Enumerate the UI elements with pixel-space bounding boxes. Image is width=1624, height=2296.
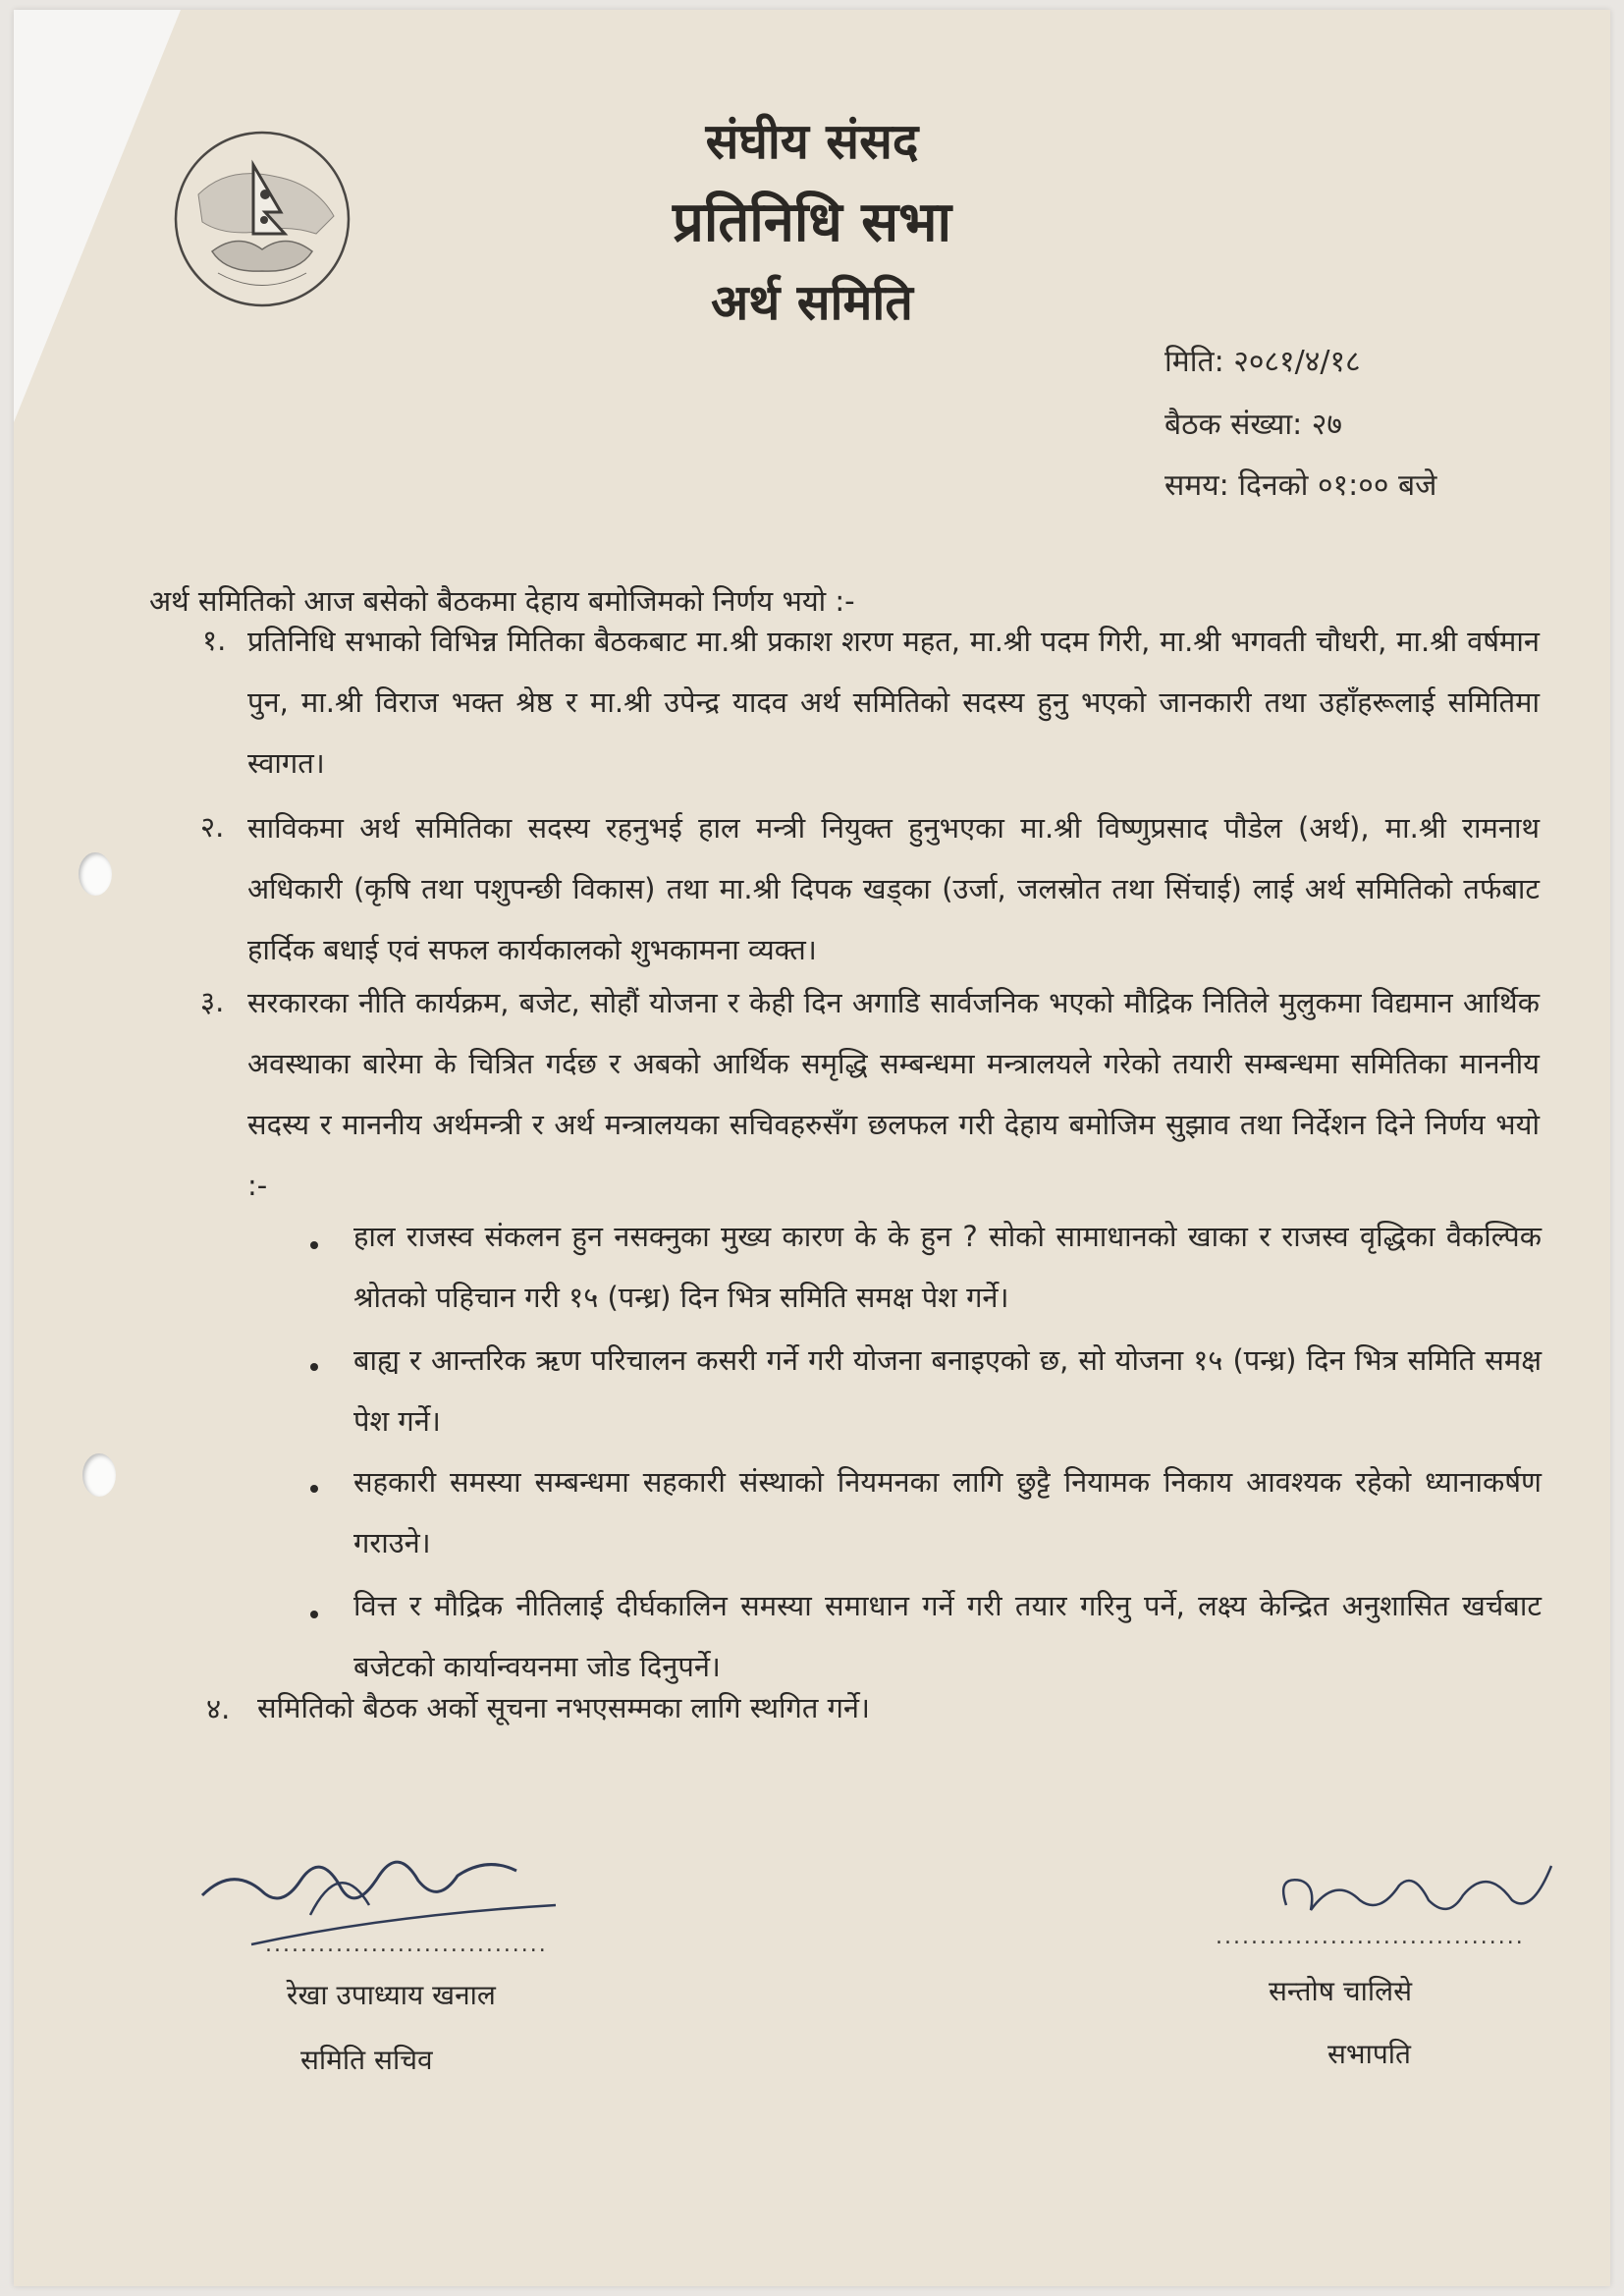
decision-number: ४. xyxy=(206,1692,231,1725)
signature-line: ................................ xyxy=(265,1933,548,1957)
directive-bullet: हाल राजस्व संकलन हुन नसक्नुका मुख्य कारण के के हुन ? सोको सामाधानको खाका र राजस्व वृद्धिका वैकल्पिक श्रोतको पहिचान गरी १५ (पन्ध्र) दिन भित्र समिति समक्ष पेश गर्ने। xyxy=(353,1220,1542,1314)
secretary-title: समिति सचिव xyxy=(300,2044,433,2076)
chairperson-title: सभापति xyxy=(1327,2038,1411,2070)
punch-hole xyxy=(82,1453,116,1497)
bullet-dot xyxy=(310,1485,318,1493)
meeting-number: बैठक संख्या: २७ xyxy=(1164,408,1342,442)
meeting-date: मिति: २०८१/४/१८ xyxy=(1164,345,1361,379)
decision-item: सरकारका नीति कार्यक्रम, बजेट, सोहौं योजना र केही दिन अगाडि सार्वजनिक भएको मौद्रिक नितिले मुलुकमा विद्यमान आर्थिक अवस्थाका बारेमा के चित्रित गर्दछ र अबको आर्थिक समृद्धि सम्बन्धमा मन्त्रालयले गरेको तयारी सम्बन्धमा समितिका माननीय सदस्य र माननीय अर्थमन्त्री र अर्थ मन्त्रालयका सचिवहरुसँग छलफल गरी देहाय बमोजिम सुझाव तथा निर्देशन दिने निर्णय भयो :- xyxy=(247,986,1540,1202)
chairperson-name: सन्तोष चालिसे xyxy=(1269,1975,1413,2007)
bullet-dot xyxy=(310,1611,318,1618)
bullet-dot xyxy=(310,1363,318,1371)
parliament-title: संघीय संसद xyxy=(705,113,919,170)
decision-item: प्रतिनिधि सभाको विभिन्न मितिका बैठकबाट मा.श्री प्रकाश शरण महत, मा.श्री पदम गिरी, मा.श्री भगवती चौधरी, मा.श्री वर्षमान पुन, मा.श्री विराज भक्त श्रेष्ठ र मा.श्री उपेन्द्र यादव अर्थ समितिको सदस्य हुनु भएको जानकारी तथा उहाँहरूलाई समितिमा स्वागत। xyxy=(247,625,1540,780)
bullet-dot xyxy=(310,1241,318,1249)
decision-number: १. xyxy=(202,624,227,657)
house-title: प्रतिनिधि सभा xyxy=(672,191,952,254)
decision-number: २. xyxy=(200,810,225,844)
signature-line: ................................... xyxy=(1216,1925,1525,1949)
committee-title: अर्थ समिति xyxy=(711,274,913,331)
decision-item: समितिको बैठक अर्को सूचना नभएसम्मका लागि स्थगित गर्ने। xyxy=(257,1691,870,1724)
directive-bullet: सहकारी समस्या सम्बन्धमा सहकारी संस्थाको नियमनका लागि छुट्टै नियामक निकाय आवश्यक रहेको ध्यानाकर्षण गराउने। xyxy=(353,1465,1542,1559)
decision-item: साविकमा अर्थ समितिका सदस्य रहनुभई हाल मन्त्री नियुक्त हुनुभएका मा.श्री विष्णुप्रसाद पौडेल (अर्थ), मा.श्री रामनाथ अधिकारी (कृषि तथा पशुपन्छी विकास) तथा मा.श्री दिपक खड्का (उर्जा, जलस्रोत तथा सिंचाई) लाई अर्थ समितिको तर्फबाट हार्दिक बधाई एवं सफल कार्यकालको शुभकामना व्यक्त। xyxy=(247,811,1540,966)
meeting-time: समय: दिनको ०१:०० बजे xyxy=(1164,468,1437,503)
decision-intro: अर्थ समितिको आज बसेको बैठकमा देहाय बमोजिमको निर्णय भयो :- xyxy=(149,584,855,618)
chairperson-signature xyxy=(1267,1846,1561,1935)
directive-bullet: बाह्य र आन्तरिक ऋण परिचालन कसरी गर्ने गरी योजना बनाइएको छ, सो योजना १५ (पन्ध्र) दिन भित्र समिति समक्ष पेश गर्ने। xyxy=(353,1343,1542,1438)
decision-number: ३. xyxy=(200,985,225,1018)
directive-bullet: वित्त र मौद्रिक नीतिलाई दीर्घकालिन समस्या समाधान गर्ने गरी तयार गरिनु पर्ने, लक्ष्य केन्द्रित अनुशासित खर्चबाट बजेटको कार्यान्वयनमा जोड दिनुपर्ने। xyxy=(353,1589,1542,1683)
secretary-name: रेखा उपाध्याय खनाल xyxy=(287,1979,496,2011)
punch-hole xyxy=(79,852,112,896)
